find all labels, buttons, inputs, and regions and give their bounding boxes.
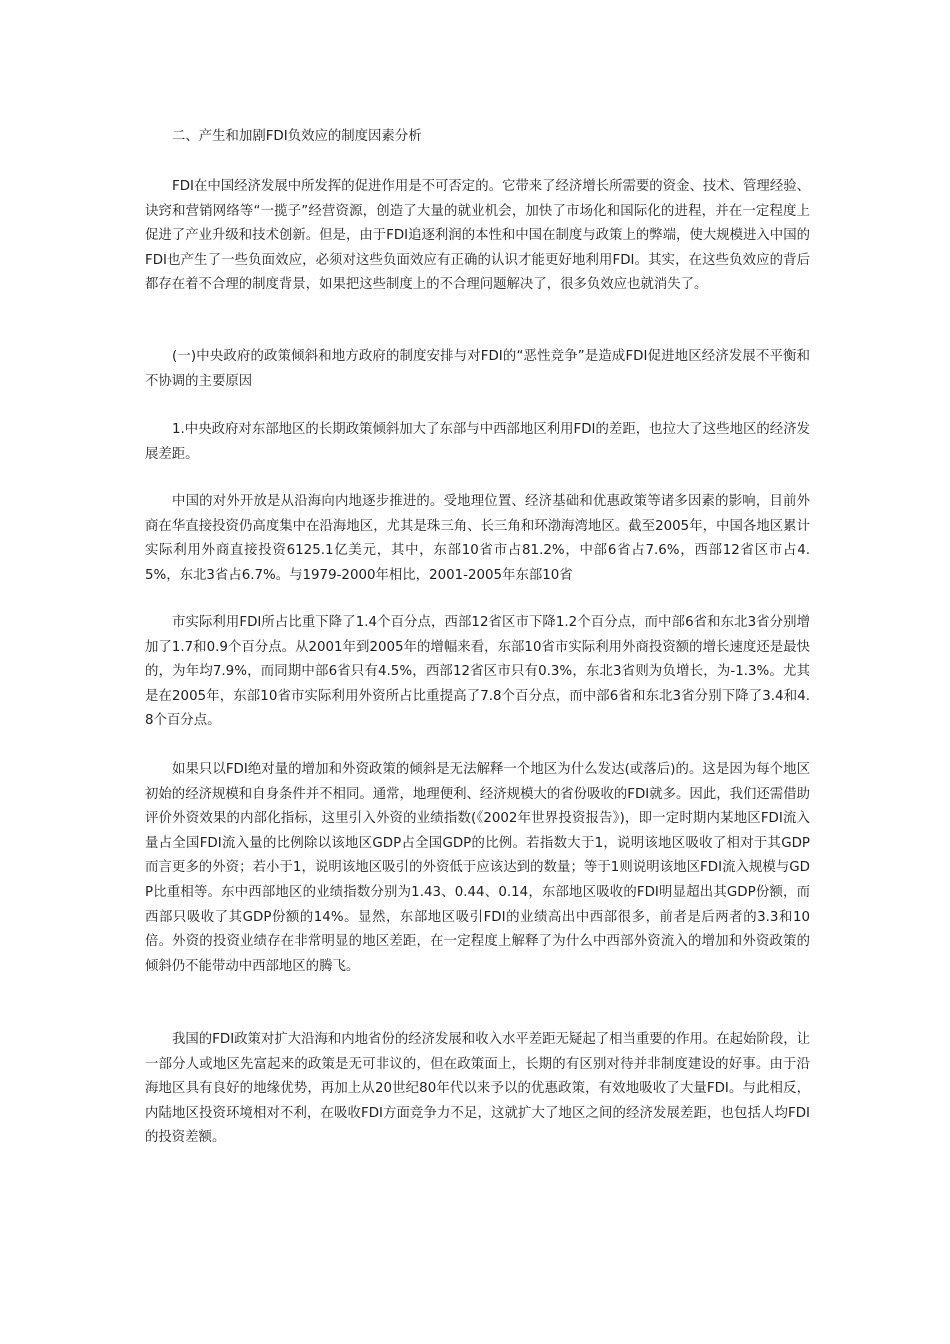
paragraph-performance-index: 如果只以FDI绝对量的增加和外资政策的倾斜是无法解释一个地区为什么发达(或落后)的。这是因为每个地区初始的经济规模和自身条件并不相同。通常，地理便利、经济规模大的省份吸收的FDI就多。因此，我们还需借助评价外资效果的内部化指标，这里引入外资的业绩指数(《2002年世界投资报告》)，即一定时期内某地区FDI流入量占全国FDI流入量的比例除以该地区GDP占全国GDP的比例。若指数大于1，说明该地区吸收了相对于其GDP而言更多的外资；若小于1，说明该地区吸引的外资低于应该达到的数量；等于1则说明该地区FDI流入规模与GDP比重相等。东中西部地区的业绩指数分别为1.43、0.44、0.14，东部地区吸收的FDI明显超出其GDP份额，而西部只吸收了其GDP份额的14%。显然，东部地区吸引FDI的业绩高出中西部很多，前者是后两者的3.3和10倍。外资的投资业绩存在非常明显的地区差距，在一定程度上解释了为什么中西部外资流入的增加和外资政策的倾斜仍不能带动中西部地区的腾飞。 (145, 762, 810, 974)
paragraph-policy-effect: 我国的FDI政策对扩大沿海和内地省份的经济发展和收入水平差距无疑起了相当重要的作用。在起始阶段，让一部分人或地区先富起来的政策是无可非议的，但在政策面上，长期的有区别对待并非制度建设的好事。由于沿海地区具有良好的地缘优势，再加上从20世纪80年代以来予以的优惠政策，有效地吸收了大量FDI。与此相反，内陆地区投资环境相对不利，在吸收FDI方面竞争力不足，这就扩大了地区之间的经济发展差距，也包括人均FDI的投资差额。 (145, 1032, 810, 1146)
paragraph-growth-comparison: 市实际利用FDI所占比重下降了1.4个百分点，西部12省区市下降1.2个百分点，而中部6省和东北3省分别增加了1.7和0.9个百分点。从2001年到2005年的增幅来看，东部10省市实际利用外商投资额的增长速度还是最快的，为年均7.9%，而同期中部6省只有4.5%，西部12省区市只有0.3%，东北3省则为负增长，为-1.3%。尤其是在2005年，东部10省市实际利用外资所占比重提高了7.8个百分点，而中部6省和东北3省分别下降了3.4和4.8个百分点。 (145, 615, 810, 729)
paragraph-point-1: 1.中央政府对东部地区的长期政策倾斜加大了东部与中西部地区利用FDI的差距，也拉大了这些地区的经济发展差距。 (145, 422, 810, 462)
paragraph-regional-distribution: 中国的对外开放是从沿海向内地逐步推进的。受地理位置、经济基础和优惠政策等诸多因素的影响，目前外商在华直接投资仍高度集中在沿海地区，尤其是珠三角、长三角和环渤海湾地区。截至2005年，中国各地区累计实际利用外商直接投资6125.1亿美元，其中，东部10省市占81.2%，中部6省占7.6%，西部12省区市占4.5%，东北3省占6.7%。与1979-2000年相比，2001-2005年东部10省 (145, 494, 810, 583)
section-heading: 二、产生和加剧FDI负效应的制度因素分析 (172, 129, 422, 144)
paragraph-fdi-role: FDI在中国经济发展中所发挥的促进作用是不可否定的。它带来了经济增长所需要的资金、技术、管理经验、诀窍和营销网络等“一揽子”经营资源，创造了大量的就业机会，加快了市场化和国际化的进程，并在一定程度上促进了产业升级和技术创新。但是，由于FDI追逐利润的本性和中国在制度与政策上的弊端，使大规模进入中国的FDI也产生了一些负面效应，必须对这些负面效应有正确的认识才能更好地利用FDI。其实，在这些负效应的背后都存在着不合理的制度背景，如果把这些制度上的不合理问题解决了，很多负效应也就消失了。 (145, 179, 810, 293)
paragraph-subheading-policy: (一)中央政府的政策倾斜和地方政府的制度安排与对FDI的“恶性竞争”是造成FDI促进地区经济发展不平衡和不协调的主要原因 (145, 349, 810, 389)
